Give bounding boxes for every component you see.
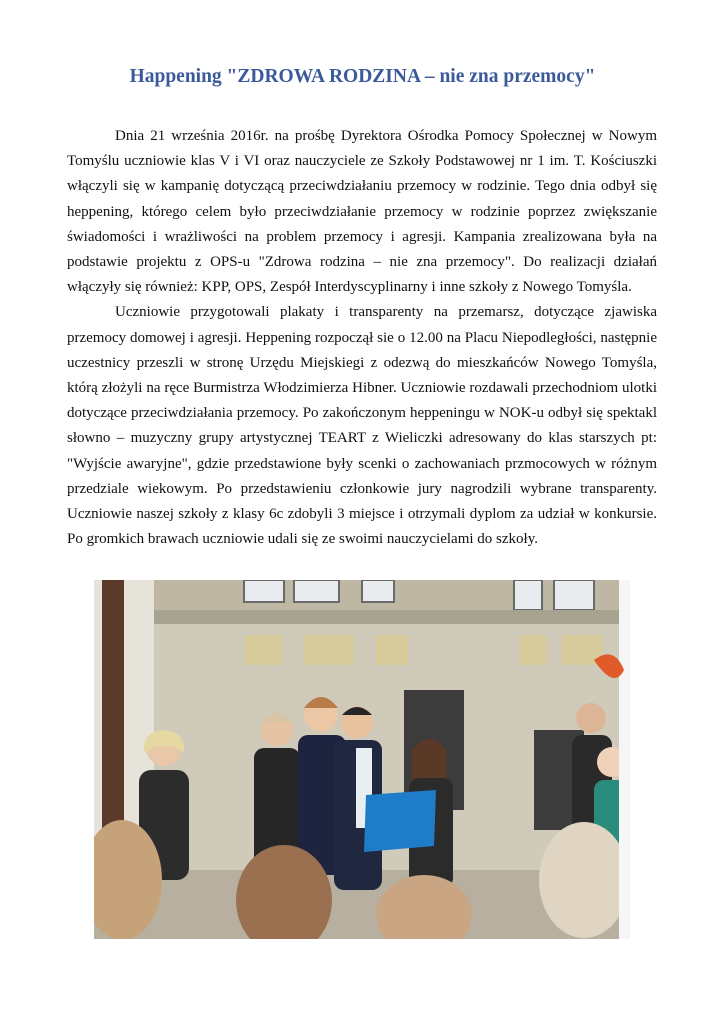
paragraph-2: Uczniowie przygotowali plakaty i transparenty na przemarsz, dotyczące zjawiska przemocy domowej i agresji. Heppening rozpoczął sie o 12.00 na Placu Niepodległości, następnie uczestnicy przeszli w stronę Urzędu Miejskiegi z odezwą do mieszkańców Nowego Tomyśla, którą złożyli na ręce Burmistrza Włodzimierza Hibner. Uczniowie rozdawali przechodniom ulotki dotyczące przeciwdziałania przemocy. Po zakończonym heppeningu w NOK-u odbył się spektakl słowno – muzyczny grupy artystycznej TEART z Wieliczki adresowany do klas starszych pt: "Wyjście awaryjne", gdzie przedstawione były scenki o zachowaniach przmocowych w różnym przedziale wiekowym. Po przedstawieniu członkowie jury nagrodzili wybrane transparenty. Uczniowie naszej szkoły z klasy 6c zdobyli 3 miejsce i otrzymali dyplom za udział w konkursie. Po gromkich brawach uczniowie udali się ze swoimi nauczycielami do szkoły. xyxy=(67,304,657,548)
paragraph-1: Dnia 21 września 2016r. na prośbę Dyrektora Ośrodka Pomocy Społecznej w Nowym Tomyślu uczniowie klas V i VI oraz nauczyciele ze Szkoły Podstawowej nr 1 im. T. Kościuszki włączyli się w kampanię dotyczącą przeciwdziałaniu przemocy w rodzinie. Tego dnia odbył się heppening, którego celem było przeciwdziałanie przemocy w rodzinie poprzez zwiększanie świadomości i wrażliwości na problem przemocy i agresji. Kampania zrealizowana była na podstawie projektu z OPS-u "Zdrowa rodzina – nie zna przemocy". Do realizacji działań włączyły się również: KPP, OPS, Zespół Interdyscyplinarny i inne szkoły z Nowego Tomyśla. xyxy=(67,128,657,296)
page-title: Happening "ZDROWA RODZINA – nie zna przemocy" xyxy=(129,66,596,87)
event-photo xyxy=(94,580,630,939)
event-photo-illustration xyxy=(94,580,630,939)
article-body xyxy=(67,124,657,552)
